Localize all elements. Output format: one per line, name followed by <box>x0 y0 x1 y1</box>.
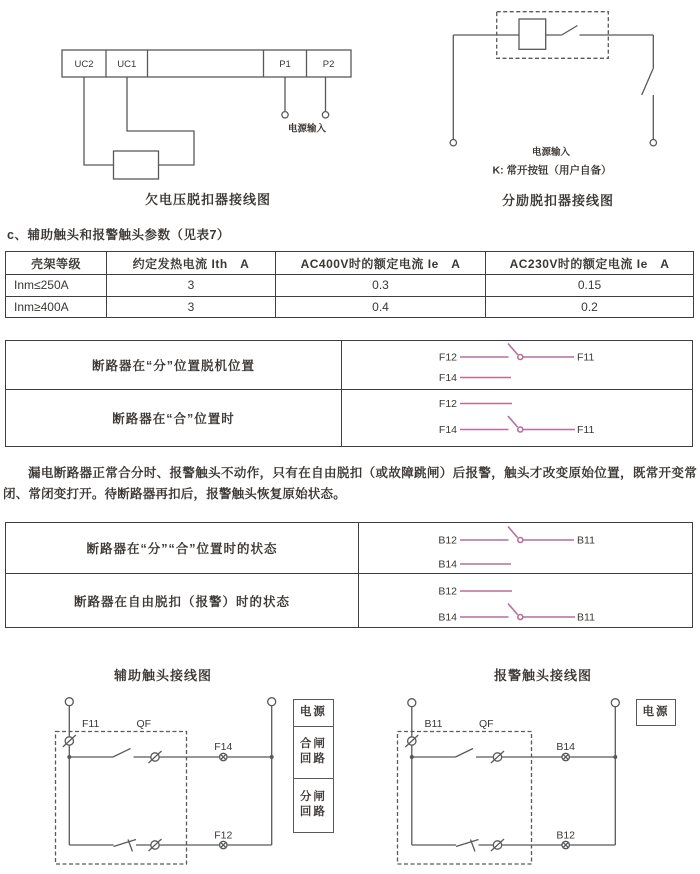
terminal-label-p2: P2 <box>322 59 335 70</box>
switch-blade <box>456 840 479 847</box>
note-paragraph: 漏电断路器正常合分时、报警触头不动作，只有在自由脱扣（或故障跳闸）后报警，触头才改变原始位置，既常开变常闭、常闭变打开。待断路器再扣后，报警触头恢复原始状态。 <box>3 466 697 501</box>
coil-symbol <box>114 151 159 179</box>
junction-dot <box>270 755 274 759</box>
terminal-label-uc1: UC1 <box>117 59 137 70</box>
contact-terminal-icon <box>405 735 418 747</box>
junction-dot <box>410 755 414 759</box>
table7-cell: 0.4 <box>276 296 486 318</box>
alarm-contact-wiring-diagram <box>398 699 620 864</box>
table-row <box>6 523 692 574</box>
table7-header-cell: 约定发热电流 Ith A <box>107 252 276 275</box>
terminal-circle-icon <box>650 140 656 146</box>
shunt-diagram-caption: 分励脱扣器接线图 <box>501 193 614 208</box>
table7-row <box>6 296 694 318</box>
power-input-label: 电源输入 <box>287 123 327 135</box>
aux-state-row1-label: 断路器在“分”位置脱机位置 <box>6 341 342 389</box>
table-row <box>6 574 692 627</box>
lamp-icon <box>220 753 227 760</box>
table7-header-row <box>6 252 694 275</box>
table7 <box>5 251 694 318</box>
section-heading: c、辅助触头和报警触头参数（见表7） <box>7 228 230 242</box>
table7-cell: 3 <box>107 296 276 318</box>
table7-cell: 0.15 <box>486 275 694 297</box>
contact-terminal-icon <box>491 839 504 851</box>
contact-label: F14 <box>438 372 457 384</box>
junction-dot <box>613 755 617 759</box>
switch-blade <box>562 26 578 36</box>
contact-label: B12 <box>438 534 457 547</box>
table7-header-cell: 壳架等级 <box>6 252 107 275</box>
aux-state-row1-diagram <box>342 341 692 389</box>
alarm-state-row2-diagram <box>359 574 692 627</box>
switch-blade <box>456 749 474 758</box>
lamp-label: B14 <box>556 741 576 753</box>
aux-contact-wiring-diagram <box>56 698 276 864</box>
alarm-wiring-title: 报警触头接线图 <box>493 668 592 683</box>
terminal-circle-icon <box>282 112 288 118</box>
lamp-icon <box>220 841 227 848</box>
lamp-label: B12 <box>556 829 576 842</box>
nc-contact-tick <box>471 840 476 852</box>
table-row <box>6 341 692 390</box>
legend-box-closing-circuit: 合闸回路 <box>293 726 334 779</box>
alarm-wiring-power-box: 电源 <box>636 699 676 726</box>
legend-box-opening-circuit: 分闸回路 <box>293 778 334 833</box>
contact-label: B12 <box>438 585 457 598</box>
terminal-label-uc2: UC2 <box>74 59 94 70</box>
terminal-circle-icon <box>268 698 276 706</box>
terminal-circle-icon <box>450 140 456 146</box>
terminal-circle-icon <box>408 699 416 707</box>
contact-label: B11 <box>577 534 595 547</box>
table7-cell: 0.2 <box>486 296 694 318</box>
terminal-label-p1: P1 <box>279 59 291 70</box>
junction-dot <box>67 755 71 759</box>
alarm-state-row1-diagram <box>359 523 692 573</box>
lamp-label: F14 <box>214 741 233 753</box>
table7-cell: Inm≥400A <box>6 296 107 318</box>
undervoltage-release-diagram <box>62 50 351 179</box>
power-input-label: 电源输入 <box>531 147 571 158</box>
breaker-label: QF <box>479 718 494 730</box>
aux-contact-wiring-labels <box>82 718 233 842</box>
coil-symbol <box>519 19 546 49</box>
aux-state-row2-label: 断路器在“合”位置时 <box>6 390 342 446</box>
switch-blade <box>642 68 654 95</box>
table7-cell: Inm≤250A <box>6 275 107 297</box>
contact-label: F12 <box>438 398 457 410</box>
contact-label: F11 <box>82 718 100 730</box>
k-button-note: K: 常开按钮（用户自备） <box>492 164 612 177</box>
table7-row <box>6 275 694 297</box>
aux-state-table <box>5 340 693 447</box>
contact-label: B11 <box>577 611 595 624</box>
terminal-circle-icon <box>611 699 619 707</box>
lamp-icon <box>562 841 569 848</box>
alarm-state-row1-label: 断路器在“分”“合”位置时的状态 <box>6 523 359 573</box>
table-row <box>6 390 692 446</box>
aux-wiring-legend <box>293 699 334 832</box>
contact-terminal-icon <box>491 751 504 763</box>
shunt-release-diagram <box>450 12 656 146</box>
contact-label: F11 <box>577 351 595 364</box>
alarm-contact-wiring-labels <box>425 718 576 842</box>
breaker-label: QF <box>136 718 152 730</box>
table7-header-cell: AC230V时的额定电流 Ie A <box>486 252 694 275</box>
undervoltage-diagram-caption: 欠电压脱扣器接线图 <box>144 192 271 207</box>
switch-blade <box>114 840 137 847</box>
lamp-icon <box>562 753 569 760</box>
contact-terminal-icon <box>149 751 162 763</box>
contact-terminal-icon <box>149 839 162 851</box>
undervoltage-release-labels <box>74 59 334 135</box>
table7-cell: 3 <box>107 275 276 297</box>
shunt-release-labels <box>493 146 612 177</box>
contact-label: F11 <box>577 424 595 436</box>
alarm-state-row2-label: 断路器在自由脱扣（报警）时的状态 <box>6 574 359 627</box>
contact-label: F12 <box>438 351 457 364</box>
aux-wiring-title: 辅助触头接线图 <box>113 668 212 683</box>
table7-cell: 0.3 <box>276 275 486 297</box>
contact-label: B14 <box>438 558 457 571</box>
alarm-state-table <box>5 522 693 628</box>
legend-box-power: 电源 <box>293 699 334 726</box>
contact-terminal-icon <box>63 735 76 747</box>
lamp-label: F12 <box>214 829 233 842</box>
terminal-circle-icon <box>65 698 73 706</box>
switch-blade <box>113 749 131 758</box>
table7-header-cell: AC400V时的额定电流 Ie A <box>276 252 486 275</box>
terminal-circle-icon <box>322 112 328 118</box>
contact-label: B11 <box>424 718 443 730</box>
nc-contact-tick <box>128 840 133 852</box>
contact-label: B14 <box>438 611 457 624</box>
contact-label: F14 <box>438 424 457 436</box>
aux-state-row2-diagram <box>342 390 692 446</box>
